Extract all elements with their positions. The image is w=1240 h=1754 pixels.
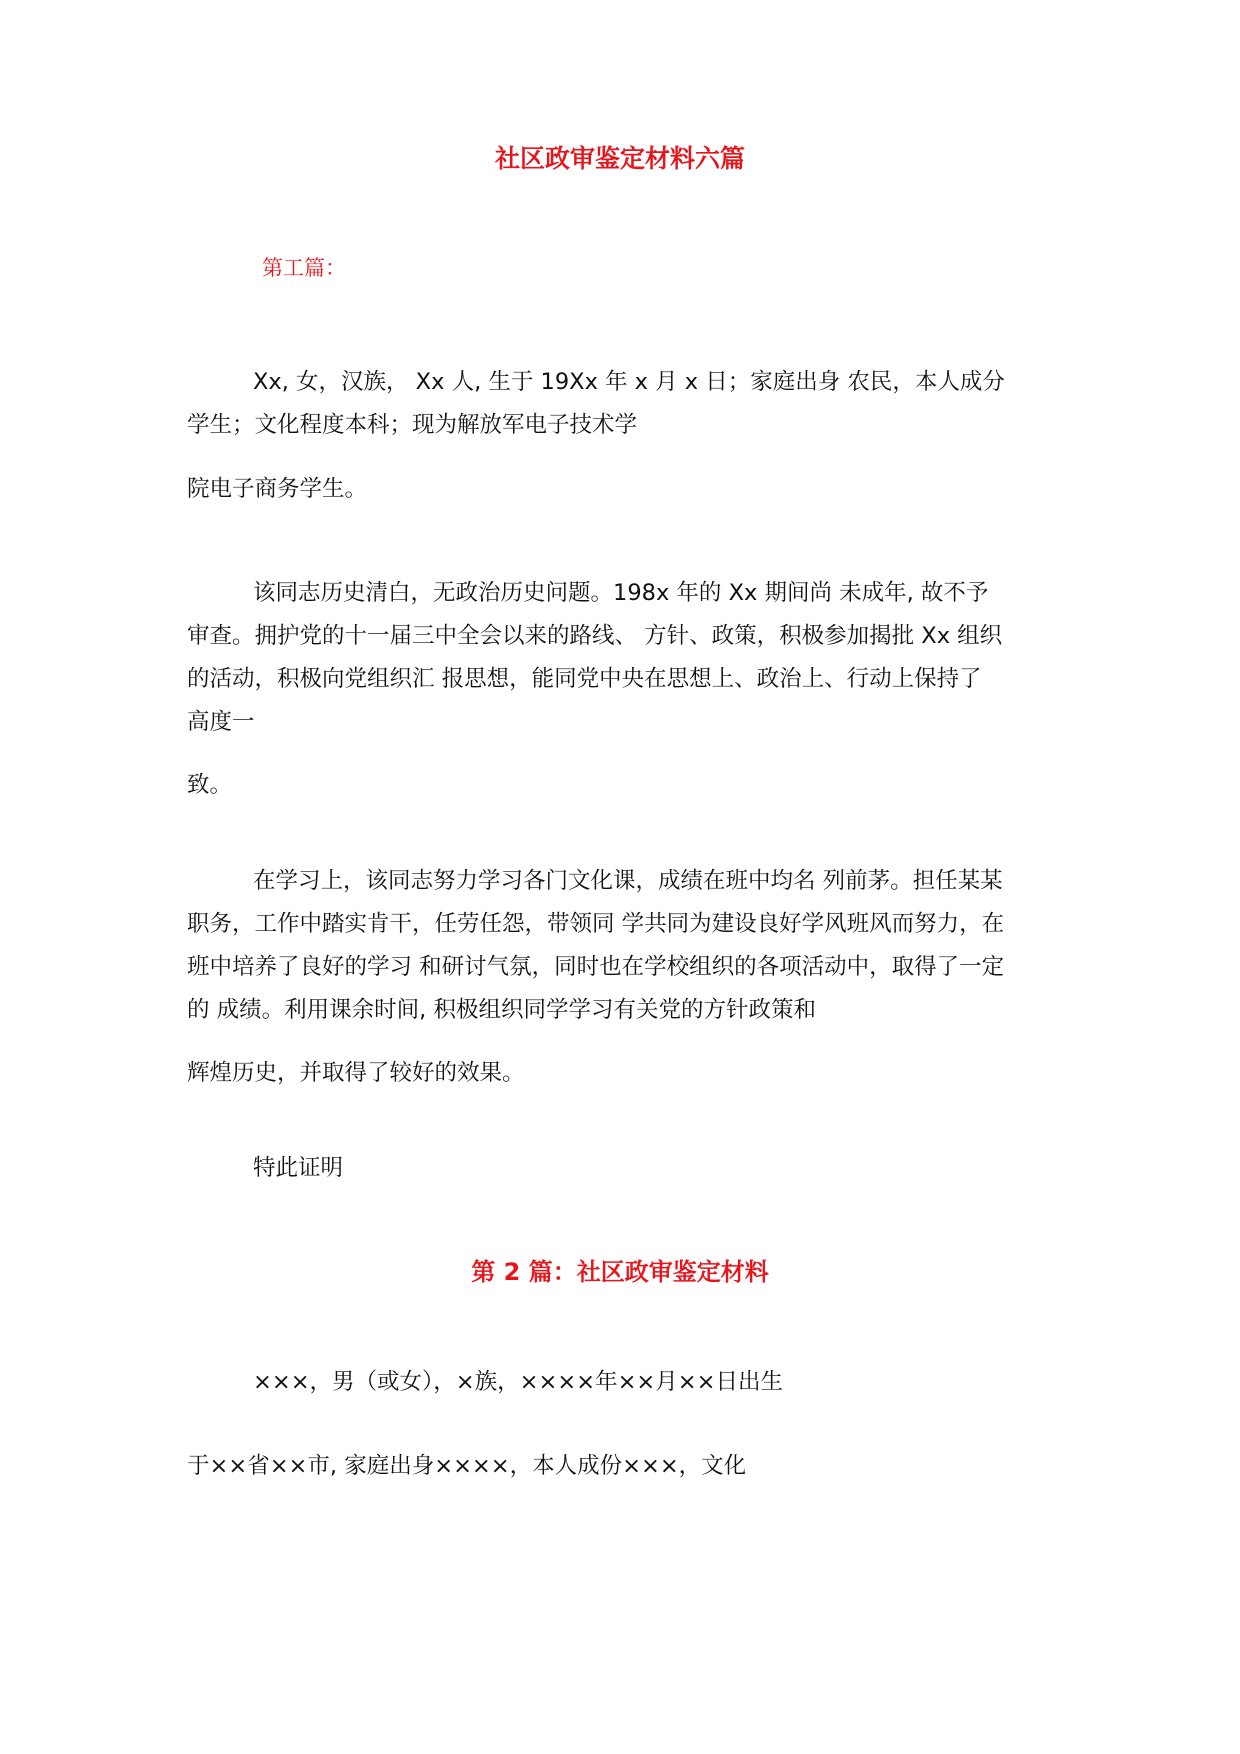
paragraph-line: Xx, 女，汉族， Xx 人, 生于 19Xx 年 x 月 x 日；家庭出身 农民，本人成分 (253, 369, 1005, 395)
paragraph-line: ×××，男（或女），×族，××××年××月××日出生 (253, 1369, 783, 1395)
paragraph-line: 审查。拥护党的十一届三中全会以来的路线、 方针、政策，积极参加揭批 Xx 组织 (187, 623, 1003, 649)
paragraph-line: 致。 (187, 772, 233, 798)
paragraph-line: 特此证明 (253, 1155, 344, 1181)
paragraph-line: 院电子商务学生。 (187, 476, 368, 502)
paragraph-line: 辉煌历史，并取得了较好的效果。 (187, 1060, 525, 1086)
paragraph-line: 职务，工作中踏实肯干，任劳任怨，带领同 学共同为建设良好学风班风而努力，在 (187, 911, 1005, 937)
paragraph-line: 班中培养了良好的学习 和研讨气氛，同时也在学校组织的各项活动中，取得了一定 (187, 954, 1005, 980)
document-title: 社区政审鉴定材料六篇 (494, 144, 745, 173)
section-1-heading: 第工篇： (262, 256, 346, 280)
paragraph-line: 高度一 (187, 709, 255, 735)
paragraph-line: 该同志历史清白，无政治历史问题。198x 年的 Xx 期间尚 未成年, 故不予 (253, 580, 989, 606)
paragraph-line: 学生；文化程度本科；现为解放军电子技术学 (187, 412, 638, 438)
paragraph-line: 的活动，积极向党组织汇 报思想，能同党中央在思想上、政治上、行动上保持了 (187, 666, 982, 692)
section-2-heading: 第 2 篇：社区政审鉴定材料 (471, 1258, 769, 1286)
paragraph-line: 于××省××市, 家庭出身××××，本人成份×××，文化 (187, 1453, 747, 1479)
paragraph-line: 在学习上，该同志努力学习各门文化课，成绩在班中均名 列前茅。担任某某 (253, 868, 1003, 894)
paragraph-line: 的 成绩。利用课余时间, 积极组织同学学习有关党的方针政策和 (187, 997, 816, 1023)
